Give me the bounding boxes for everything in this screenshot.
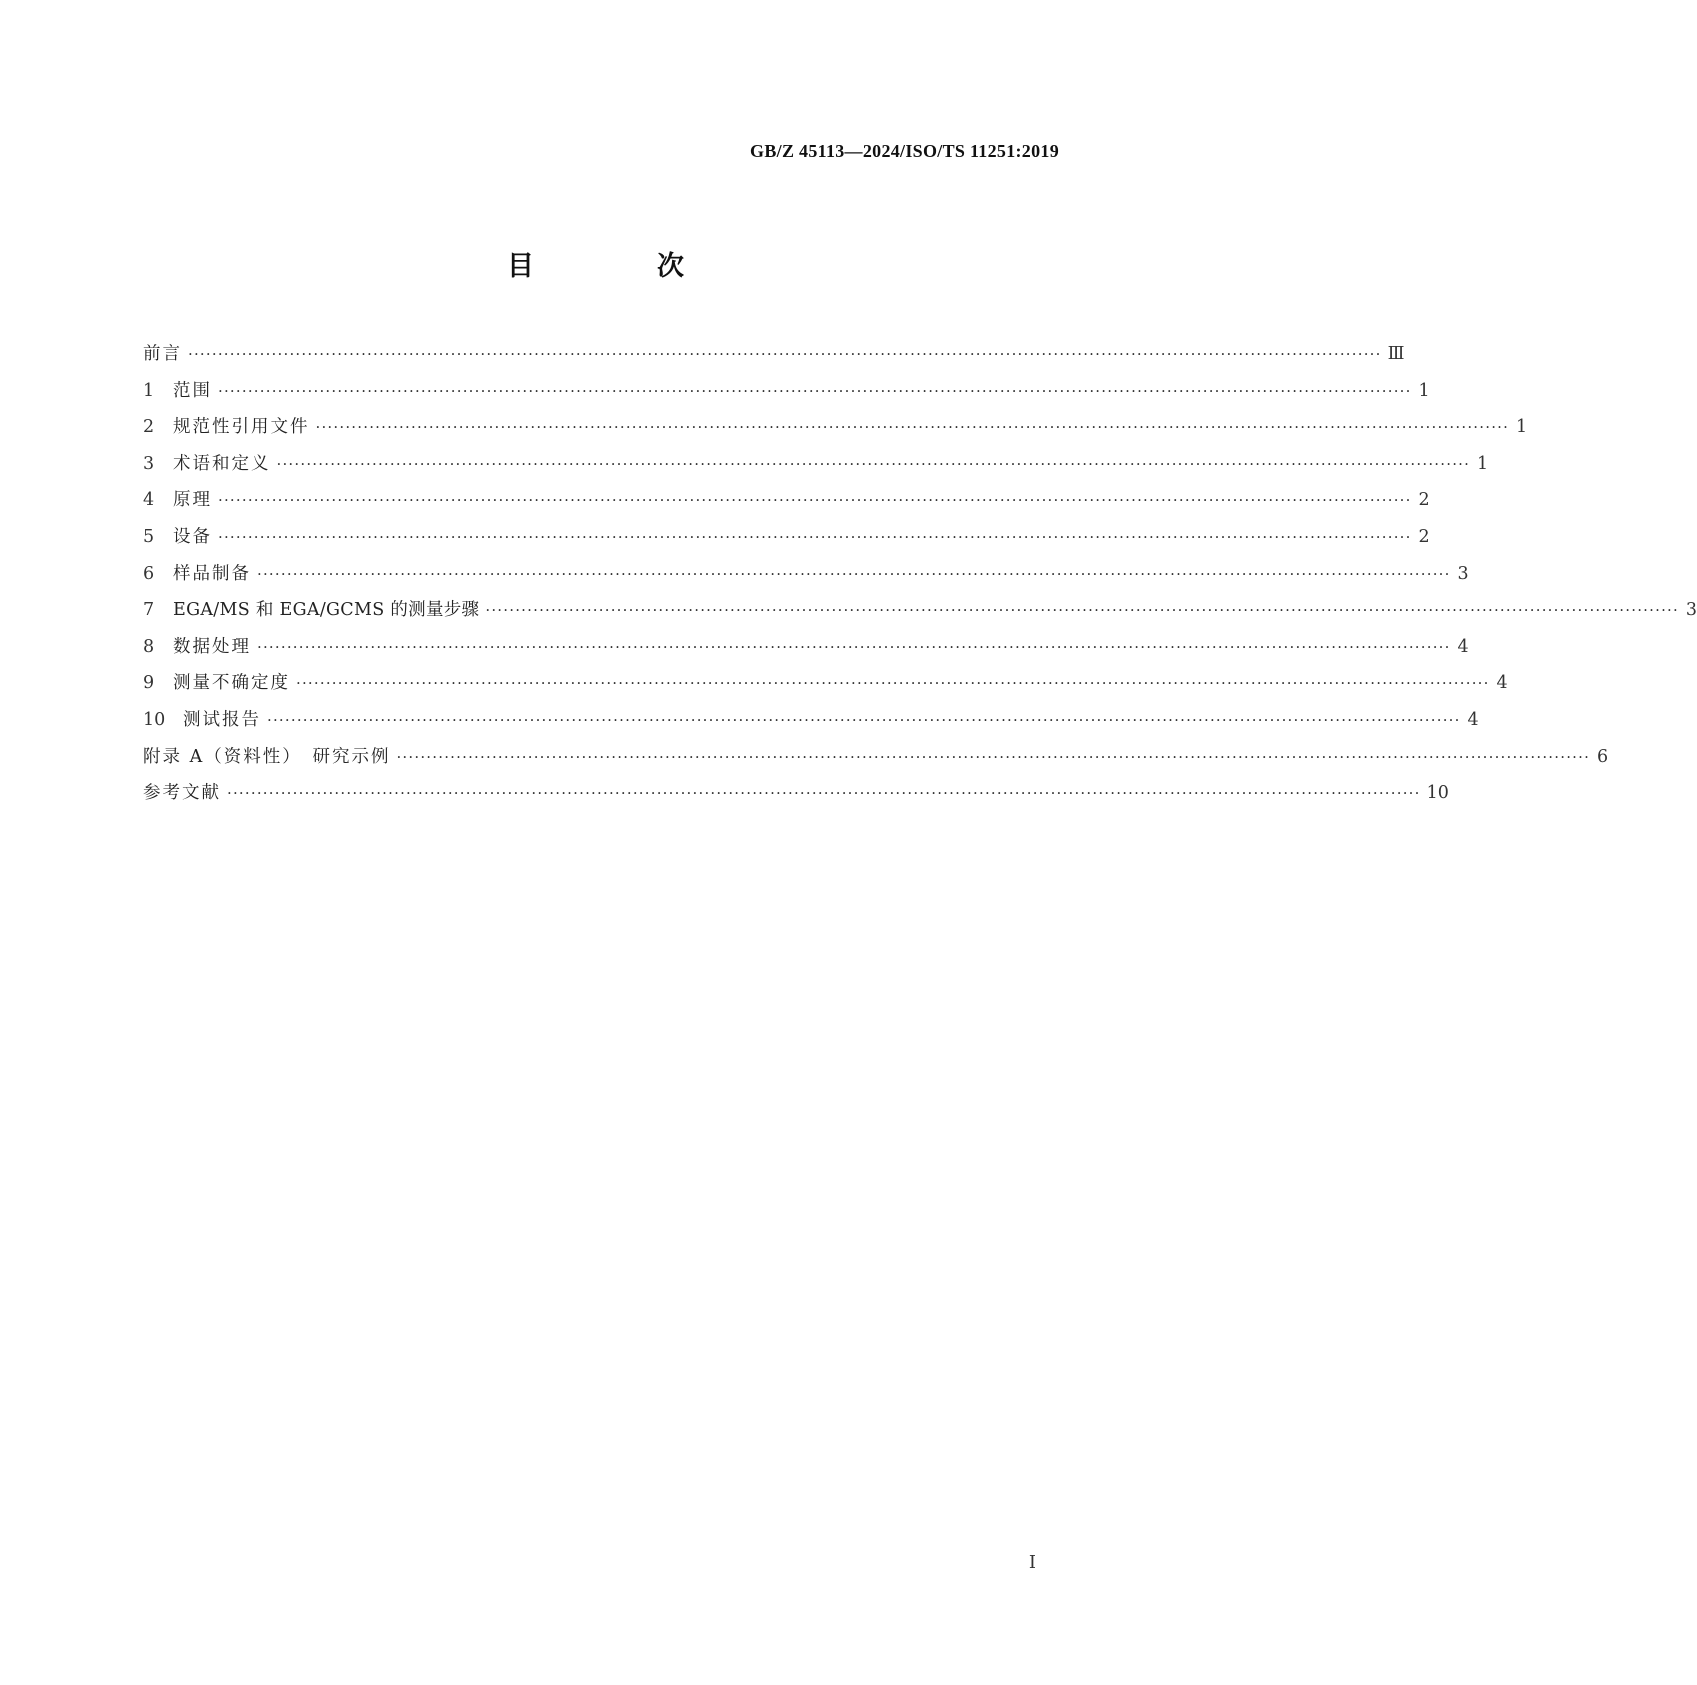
toc-label: EGA/MS 和 EGA/GCMS 的测量步骤 <box>173 600 480 621</box>
toc-leader: ········································································································································································································ <box>315 418 1510 437</box>
toc-leader: ········································································································································································································ <box>188 345 1382 363</box>
toc-section-number: 8 <box>143 636 155 657</box>
toc-page-number: 1 <box>1418 380 1430 401</box>
toc-section-number: 2 <box>143 417 155 438</box>
toc-leader: ········································································································································································································ <box>296 674 1490 693</box>
toc-entry-foreword[interactable] <box>143 340 1405 377</box>
toc-entry-4[interactable] <box>143 486 1430 523</box>
toc-leader: ········································································································································································································ <box>218 381 1412 400</box>
toc-leader: ········································································································································································································ <box>267 710 1461 729</box>
toc-section-number: 6 <box>143 563 155 584</box>
toc-label: 原理 <box>173 490 212 511</box>
toc-page-number: 2 <box>1418 490 1430 511</box>
toc-page-number: 2 <box>1418 526 1430 547</box>
toc-leader: ········································································································································································································ <box>485 601 1679 620</box>
toc-label: 参考文献 <box>143 783 221 804</box>
toc-page-number: 1 <box>1476 453 1489 474</box>
table-of-contents <box>143 340 1697 816</box>
toc-page-number: 10 <box>1426 783 1449 804</box>
toc-leader: ········································································································································································································ <box>257 564 1451 583</box>
toc-entry-5[interactable] <box>143 523 1430 560</box>
toc-entry-9[interactable] <box>143 669 1508 706</box>
toc-label: 设备 <box>173 526 212 547</box>
toc-section-number: 7 <box>143 600 155 621</box>
toc-leader: ········································································································································································································ <box>396 747 1591 766</box>
toc-entry-2[interactable] <box>143 413 1528 450</box>
toc-page-number: 3 <box>1685 600 1697 621</box>
toc-page-number: 4 <box>1457 636 1469 657</box>
toc-entry-7[interactable] <box>143 596 1697 633</box>
toc-label: 附录 A（资料性） 研究示例 <box>143 746 391 767</box>
toc-page-number: 6 <box>1596 746 1609 767</box>
toc-section-number: 5 <box>143 526 155 547</box>
toc-label: 样品制备 <box>173 563 251 584</box>
toc-section-number: 3 <box>143 453 155 474</box>
toc-label: 前言 <box>143 344 182 364</box>
toc-leader: ········································································································································································································ <box>218 527 1412 546</box>
toc-page-number: 3 <box>1457 563 1469 584</box>
toc-label: 规范性引用文件 <box>173 417 310 438</box>
toc-label: 数据处理 <box>173 636 251 657</box>
toc-label: 测试报告 <box>183 709 261 730</box>
toc-page-number: Ⅲ <box>1387 344 1405 364</box>
toc-section-number: 1 <box>143 380 155 401</box>
toc-entry-bibliography[interactable] <box>143 779 1449 816</box>
toc-section-number: 9 <box>143 673 155 694</box>
toc-entry-3[interactable] <box>143 450 1489 487</box>
page-title: 目 次 <box>507 251 732 282</box>
toc-label: 测量不确定度 <box>173 673 290 694</box>
toc-page-number: 4 <box>1467 709 1479 730</box>
toc-label: 范围 <box>173 380 212 401</box>
toc-leader: ········································································································································································································ <box>218 491 1412 510</box>
page-number: Ⅰ <box>1028 1552 1036 1572</box>
toc-leader: ········································································································································································································ <box>276 454 1471 473</box>
toc-page-number: 1 <box>1515 417 1528 438</box>
toc-label: 术语和定义 <box>173 453 271 474</box>
toc-entry-8[interactable] <box>143 633 1469 670</box>
toc-entry-10[interactable] <box>143 706 1479 743</box>
toc-section-number: 4 <box>143 490 155 511</box>
toc-section-number: 10 <box>143 709 166 730</box>
toc-entry-6[interactable] <box>143 560 1469 597</box>
toc-page-number: 4 <box>1496 673 1508 694</box>
toc-entry-annex-a[interactable] <box>143 743 1609 780</box>
standard-number: GB/Z 45113—2024/ISO/TS 11251:2019 <box>750 141 1059 161</box>
toc-entry-1[interactable] <box>143 377 1430 414</box>
toc-leader: ········································································································································································································ <box>227 784 1421 803</box>
toc-leader: ········································································································································································································ <box>257 637 1451 656</box>
